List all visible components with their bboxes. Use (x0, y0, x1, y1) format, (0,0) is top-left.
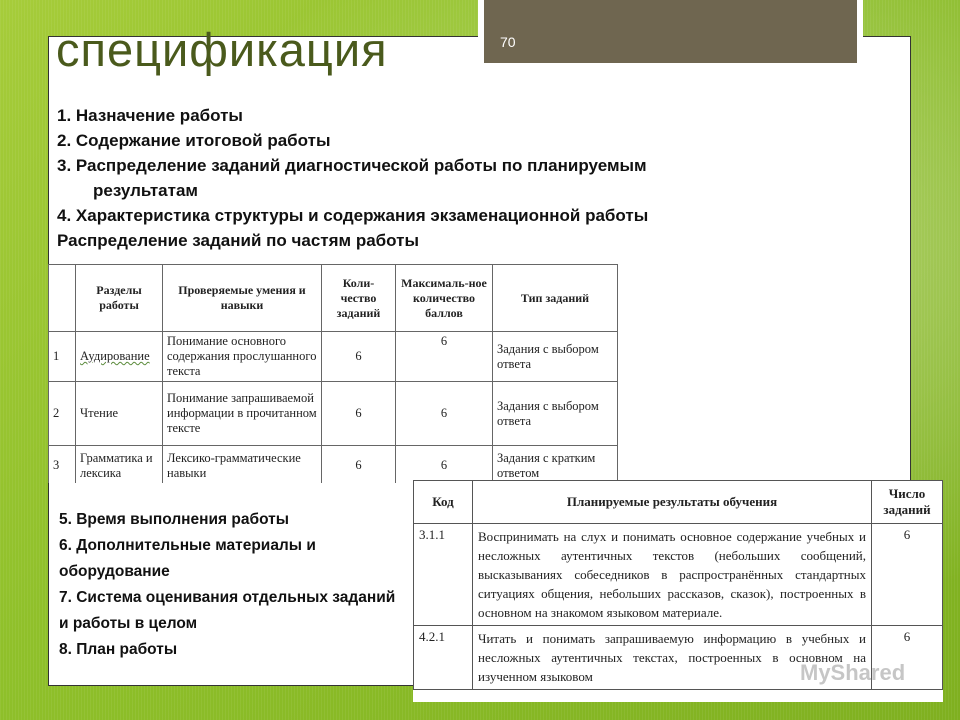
table-header: Планируемые результаты обучения (473, 481, 872, 524)
table-row (49, 332, 618, 382)
table-header: Проверяемые умения и навыки (163, 265, 322, 332)
table-cell: Читать и понимать запрашиваемую информацию в учебных и несложных аутентичных текстах, построенных в основном на изученном языковом (473, 626, 872, 690)
spec-list-bottom (59, 507, 399, 663)
list-item: 8. План работы (59, 641, 178, 658)
table-header: Максималь-ное количество баллов (396, 265, 493, 332)
table-cell: 6 (322, 446, 396, 485)
list-item: 4. Характеристика структуры и содержания экзаменационной работы (57, 206, 649, 225)
table-cell: Задания с выбором ответа (493, 382, 618, 446)
table-cell: Задания с кратким ответом (493, 446, 618, 485)
table-row (414, 524, 943, 626)
watermark: MyShared (800, 660, 906, 685)
table-cell: 6 (872, 524, 943, 626)
table-cell: 6 (396, 382, 493, 446)
table-cell: 3.1.1 (414, 524, 473, 626)
table-header-row (414, 481, 943, 524)
table-cell: 3 (49, 446, 76, 485)
list-item: 1. Назначение работы (57, 106, 243, 125)
table-header (49, 265, 76, 332)
table-row (49, 382, 618, 446)
table-cell: 1 (49, 332, 76, 382)
table-cell: Задания с выбором ответа (493, 332, 618, 382)
table-header: Коли-чество заданий (322, 265, 396, 332)
table-cell: Лексико-грамматические навыки (163, 446, 322, 485)
table-cell: 6 (322, 332, 396, 382)
list-item: Распределение заданий по частям работы (57, 231, 419, 250)
table-cell: 6 (396, 332, 493, 382)
table-cell: Понимание запрашиваемой информации в прочитанном тексте (163, 382, 322, 446)
list-item: 2. Содержание итоговой работы (57, 131, 331, 150)
table-header: Разделы работы (76, 265, 163, 332)
table-cell: 6 (396, 446, 493, 485)
list-item: 3. Распределение заданий диагностической работы по планируемым (57, 156, 647, 175)
tasks-distribution-table (48, 264, 618, 484)
page-number-box (484, 0, 857, 63)
table-cell: 4.2.1 (414, 626, 473, 690)
spec-list-top (57, 103, 857, 253)
table-cell: Воспринимать на слух и понимать основное содержание учебных и несложных аутентичных текстов (небольших сообщений, высказываниях собеседников в распространённых стандартных ситуациях общения, небольших рассказов, сказок), построенных в основном на знакомом языковом материале. (473, 524, 872, 626)
table-cell: 6 (322, 382, 396, 446)
table-cell: Грамматика и лексика (76, 446, 163, 485)
table-cell: Чтение (76, 382, 163, 446)
table-header: Число заданий (872, 481, 943, 524)
table-header-row (49, 265, 618, 332)
table-cell: 6 (872, 626, 943, 690)
table-header: Код (414, 481, 473, 524)
list-item: 6. Дополнительные материалы и оборудование (59, 537, 316, 580)
slide-title: спецификация (56, 23, 388, 76)
table-cell: Понимание основного содержания прослушанного текста (163, 332, 322, 382)
table-header: Тип заданий (493, 265, 618, 332)
table-row (49, 446, 618, 485)
table-cell: Аудирование (76, 332, 163, 382)
list-item: результатам (93, 181, 198, 200)
list-item: 7. Система оценивания отдельных заданий и работы в целом (59, 589, 396, 632)
list-item: 5. Время выполнения работы (59, 511, 289, 528)
table-cell: 2 (49, 382, 76, 446)
page-number: 70 (500, 34, 516, 50)
